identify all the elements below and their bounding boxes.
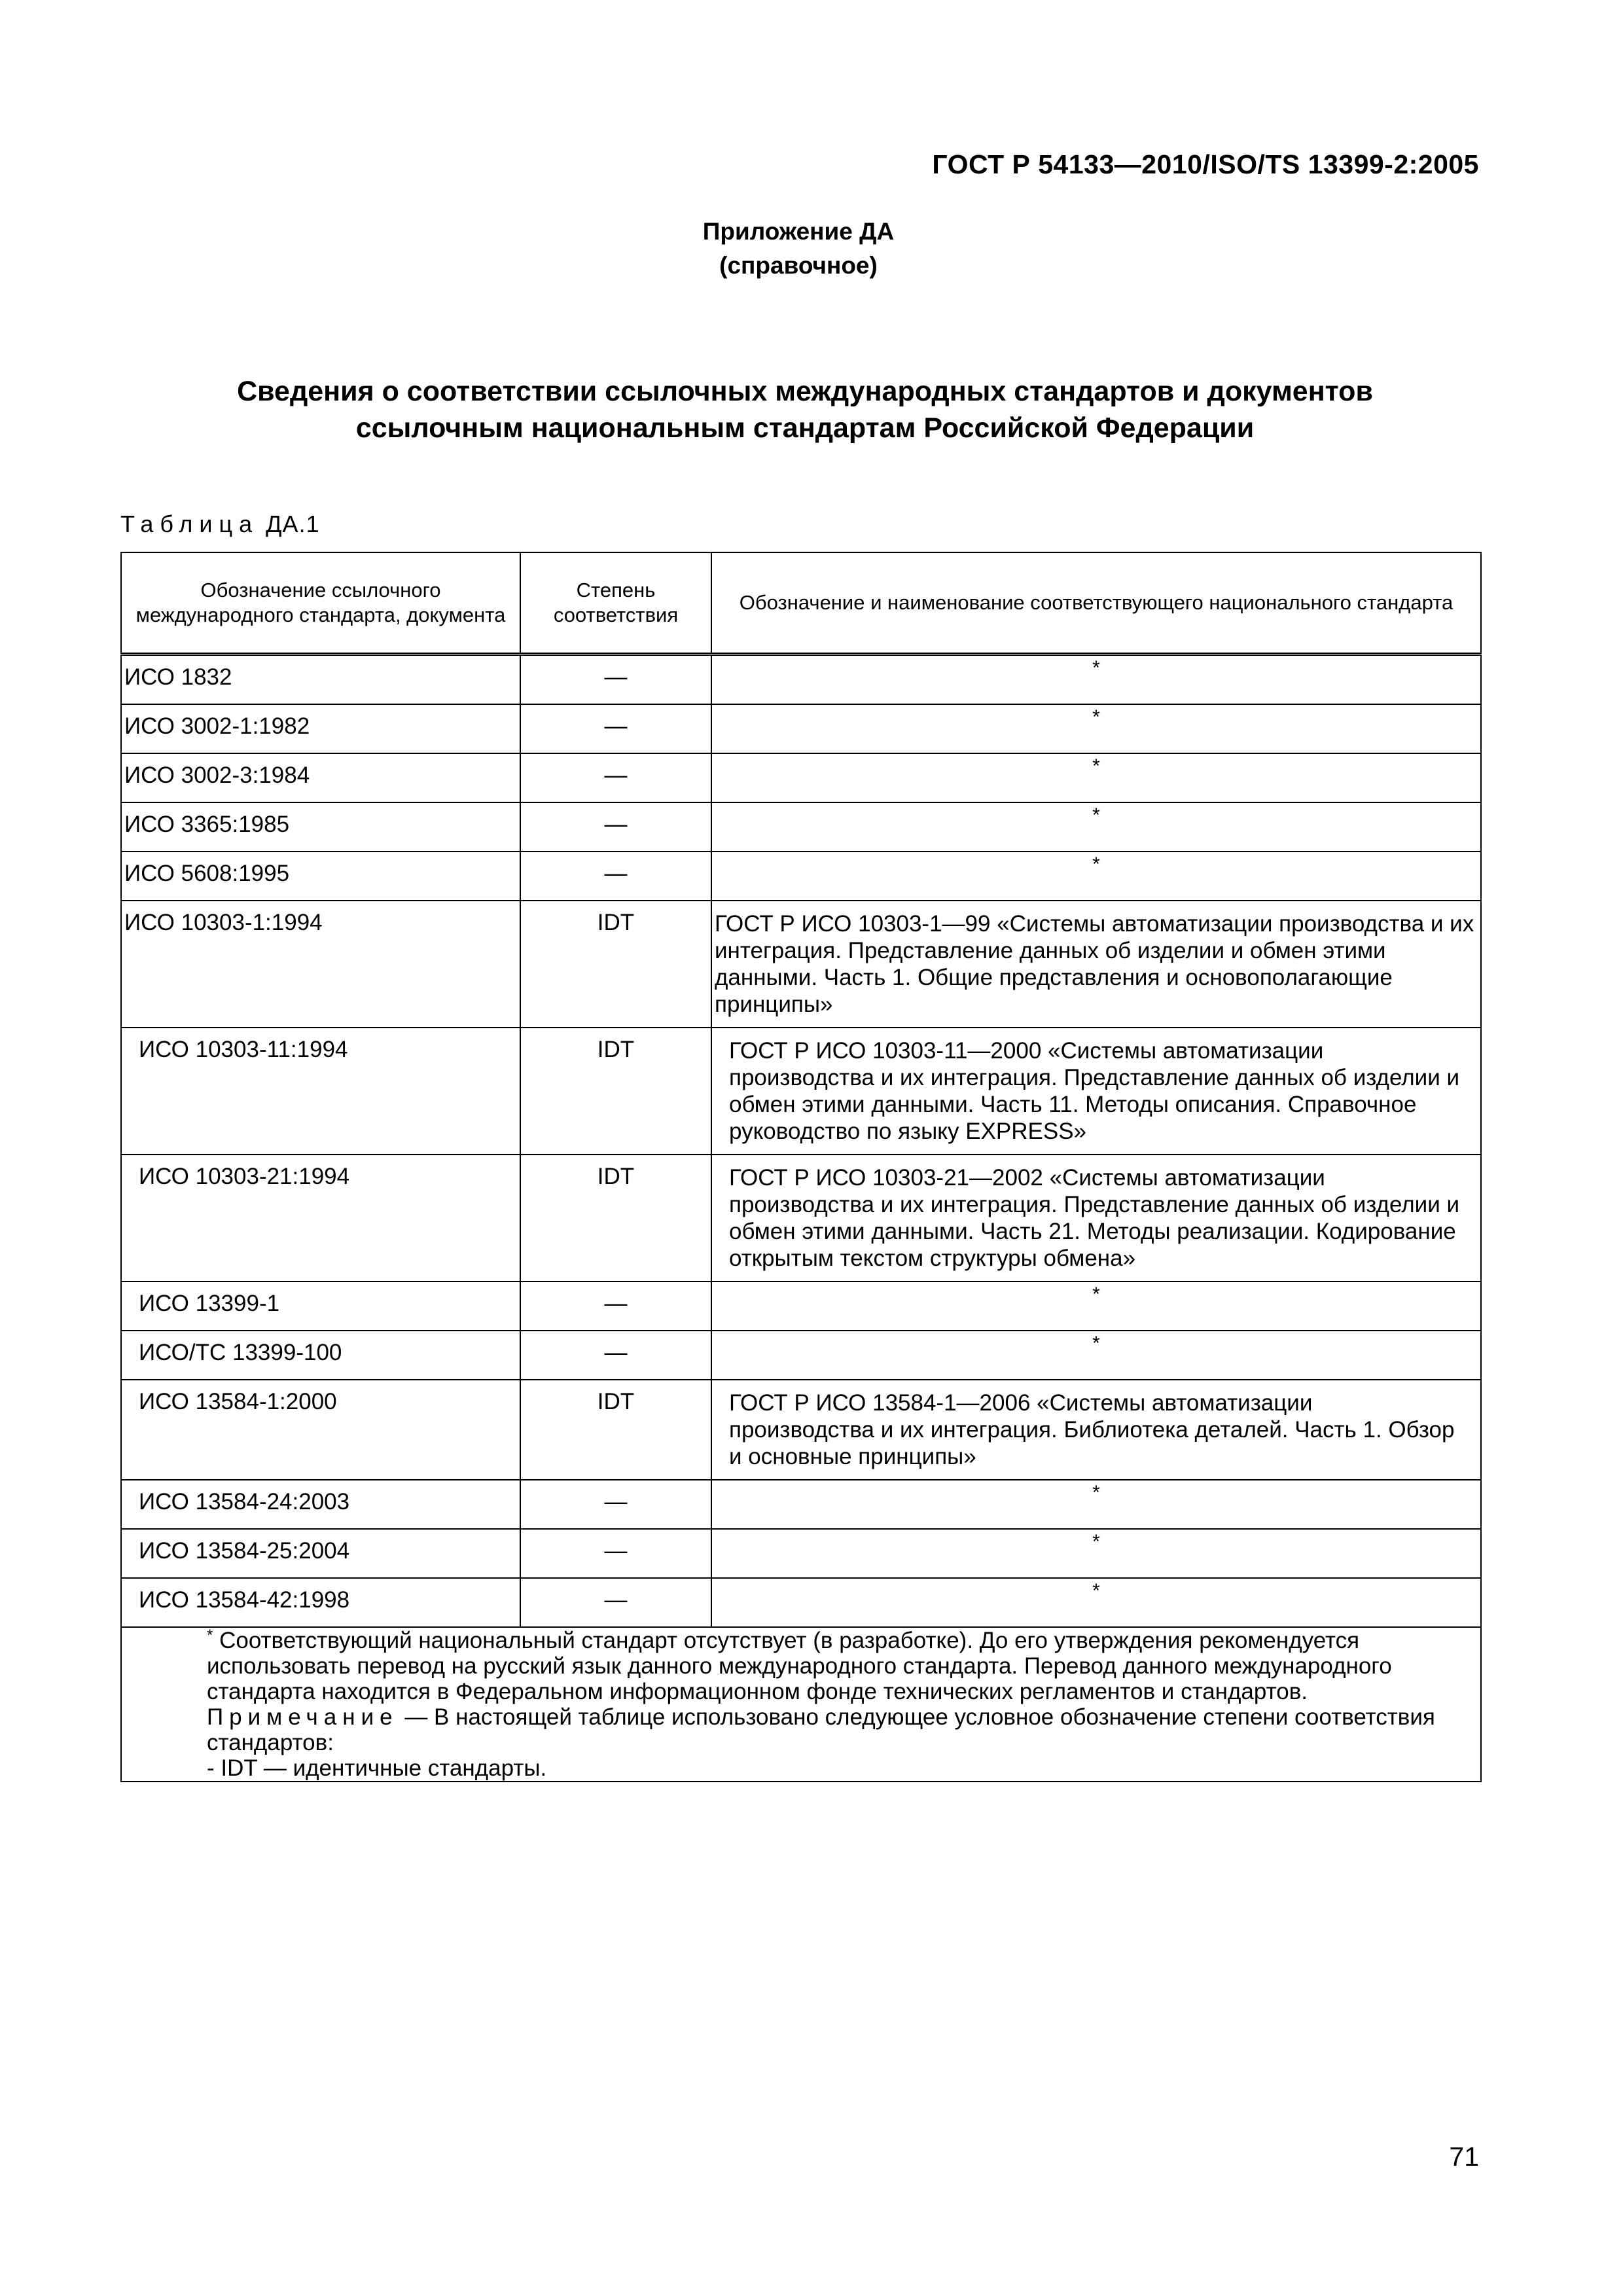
ref-cell: ИСО 3002-3:1984 bbox=[124, 762, 310, 788]
degree-cell: — bbox=[604, 1340, 628, 1365]
degree-cell: IDT bbox=[597, 1037, 635, 1062]
section-title-line-1: Сведения о соответствии ссылочных международных стандартов и документов bbox=[237, 376, 1373, 407]
appendix-heading bbox=[589, 215, 1008, 283]
ref-cell: ИСО 3365:1985 bbox=[124, 812, 290, 837]
footnote-marker: * bbox=[1092, 1482, 1100, 1503]
degree-cell: IDT bbox=[597, 910, 635, 935]
national-standard-cell: ГОСТ Р ИСО 10303-1—99 «Системы автоматизации производства и их интеграция. Представление данных об изделии и обмен этими данными. Часть 1. Общие представления и основополагающие принципы» bbox=[715, 911, 1474, 1017]
footnote-text: Соответствующий национальный стандарт отсутствует (в разработке). До его утверждения рекомендуется использовать перевод на русский язык данного международного стандарта. Перевод данного международного стандарта находится в Федеральном информационном фонде технических регламентов и стандартов. bbox=[207, 1628, 1392, 1704]
footnote-marker: * bbox=[1092, 804, 1100, 826]
note-text: — В настоящей таблице использовано следующее условное обозначение степени соответствия стандартов: bbox=[207, 1704, 1435, 1755]
ref-cell: ИСО 13584-42:1998 bbox=[139, 1587, 350, 1613]
appendix-subtitle: (справочное) bbox=[719, 252, 878, 279]
footnote-marker: * bbox=[1092, 657, 1100, 679]
table-caption-number: ДА.1 bbox=[266, 511, 320, 537]
section-title-line-2: ссылочным национальным стандартам Российской Федерации bbox=[355, 412, 1255, 444]
degree-cell: — bbox=[604, 1587, 628, 1613]
table-row bbox=[121, 802, 1481, 852]
degree-cell: — bbox=[604, 812, 628, 837]
table-row bbox=[121, 1480, 1481, 1529]
table-row bbox=[121, 1155, 1481, 1282]
header-degree: Степень соответствия bbox=[520, 552, 711, 655]
degree-cell: — bbox=[604, 1489, 628, 1515]
ref-cell: ИСО 13399-1 bbox=[139, 1291, 280, 1316]
page-number: 71 bbox=[1449, 2142, 1479, 2172]
ref-cell: ИСО 5608:1995 bbox=[124, 861, 290, 886]
document-code-header: ГОСТ Р 54133—2010/ISO/TS 13399-2:2005 bbox=[932, 149, 1479, 179]
table-row bbox=[121, 1331, 1481, 1380]
footnote-marker: * bbox=[1092, 755, 1100, 777]
correspondence-table bbox=[120, 552, 1482, 1782]
table-row bbox=[121, 901, 1481, 1028]
degree-cell: — bbox=[604, 861, 628, 886]
note-list-item: - IDT — идентичные стандарты. bbox=[207, 1755, 547, 1781]
degree-cell: — bbox=[604, 1291, 628, 1316]
section-title bbox=[131, 373, 1479, 446]
table-row bbox=[121, 1529, 1481, 1578]
table-caption-word: Таблица bbox=[120, 511, 259, 537]
table-footnote-row bbox=[121, 1627, 1481, 1782]
degree-cell: IDT bbox=[597, 1164, 635, 1189]
national-standard-cell: ГОСТ Р ИСО 13584-1—2006 «Системы автоматизации производства и их интеграция. Библиотека деталей. Часть 1. Обзор и основные принципы» bbox=[729, 1390, 1455, 1469]
table-header-row bbox=[121, 552, 1481, 655]
ref-cell: ИСО 10303-21:1994 bbox=[139, 1164, 350, 1189]
footnote-marker: * bbox=[1092, 1283, 1100, 1305]
table-caption bbox=[120, 511, 320, 538]
header-international-standard: Обозначение ссылочного международного стандарта, документа bbox=[121, 552, 520, 655]
ref-cell: ИСО 1832 bbox=[124, 664, 232, 690]
table-row bbox=[121, 704, 1481, 753]
header-national-standard: Обозначение и наименование соответствующего национального стандарта bbox=[711, 552, 1481, 655]
footnote-marker: * bbox=[1092, 853, 1100, 875]
note-paragraph bbox=[122, 1704, 1480, 1755]
footnote-marker: * bbox=[1092, 1580, 1100, 1602]
ref-cell: ИСО 10303-11:1994 bbox=[139, 1037, 348, 1062]
footnote-paragraph bbox=[122, 1628, 1480, 1704]
table-row bbox=[121, 1380, 1481, 1480]
table-row bbox=[121, 1578, 1481, 1627]
appendix-title: Приложение ДА bbox=[702, 218, 895, 245]
ref-cell: ИСО 13584-1:2000 bbox=[139, 1389, 337, 1414]
ref-cell: ИСО/ТС 13399-100 bbox=[139, 1340, 342, 1365]
footnote-marker: * bbox=[1092, 1531, 1100, 1552]
note-label: Примечание bbox=[207, 1704, 399, 1730]
degree-cell: — bbox=[604, 664, 628, 690]
footnote-star: * bbox=[207, 1626, 213, 1644]
footnote-marker: * bbox=[1092, 706, 1100, 728]
table-row bbox=[121, 1028, 1481, 1155]
degree-cell: IDT bbox=[597, 1389, 635, 1414]
ref-cell: ИСО 10303-1:1994 bbox=[124, 910, 323, 935]
ref-cell: ИСО 13584-24:2003 bbox=[139, 1489, 350, 1515]
table-row bbox=[121, 1282, 1481, 1331]
ref-cell: ИСО 13584-25:2004 bbox=[139, 1538, 350, 1564]
national-standard-cell: ГОСТ Р ИСО 10303-11—2000 «Системы автоматизации производства и их интеграция. Представление данных об изделии и обмен этими данными. Часть 11. Методы описания. Справочное руководство по языку EXPRESS» bbox=[729, 1038, 1460, 1144]
degree-cell: — bbox=[604, 713, 628, 739]
table-row bbox=[121, 753, 1481, 802]
degree-cell: — bbox=[604, 1538, 628, 1564]
national-standard-cell: ГОСТ Р ИСО 10303-21—2002 «Системы автоматизации производства и их интеграция. Представление данных об изделии и обмен этими данными. Часть 21. Методы реализации. Кодирование открытым текстом структуры обмена» bbox=[729, 1165, 1460, 1271]
table-row bbox=[121, 852, 1481, 901]
table-row bbox=[121, 655, 1481, 705]
footnote-marker: * bbox=[1092, 1333, 1100, 1354]
ref-cell: ИСО 3002-1:1982 bbox=[124, 713, 310, 739]
degree-cell: — bbox=[604, 762, 628, 788]
